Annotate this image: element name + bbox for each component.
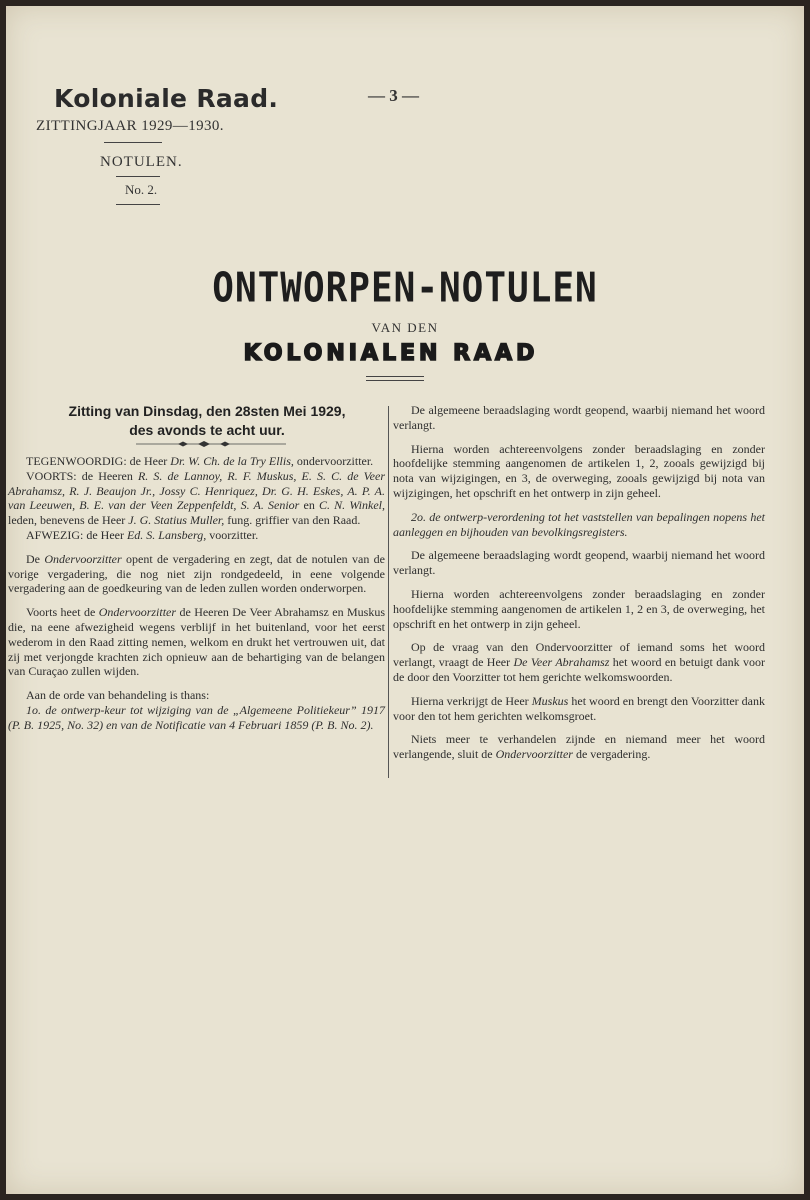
body-paragraph: Voorts heet de Ondervoorzitter de Heeren De Veer Abrahamsz en Muskus die, na eene afwezigheid wegens verblijf in het buitenland, voor het eerst wederom in den Raad zitting nemen, welkom en drukt het vertrouwen uit, dat zij met verjongde krachten zich opnieuw aan de behartiging van de belangen van Curaçao zullen wijden. <box>8 605 386 679</box>
body-paragraph: De Ondervoorzitter opent de vergadering en zegt, dat de notulen van de vorige vergadering, die nog niet zijn rondgedeeld, in eene volgende vergadering aan de goedkeuring van de leden zullen worden onderworpen. <box>8 551 385 596</box>
also-present-paragraph: VOORTS: de Heeren R. S. de Lannoy, R. F. Muskus, E. S. C. de Veer Abrahamsz, R. J. Beaujon Jr., Jossy C. Henriquez, Dr. G. H. Eskes, A. P. A. van Leeuwen, B. E. van der Veen Zeppenfeldt, S. A. Senior en C. N. Winkel, leden, benevens de Heer J. G. Statius Muller, fung. griffier van den Raad. <box>8 468 386 528</box>
session-line-1: Zitting van Dinsdag, den 28sten Mei 1929, <box>68 403 346 419</box>
document-page <box>6 6 804 1194</box>
council-title: Koloniale Raad. <box>54 84 279 113</box>
left-column <box>8 454 385 742</box>
notulen-number: No. 2. <box>125 182 158 197</box>
absent-paragraph: AFWEZIG: de Heer Ed. S. Lansberg, voorzitter. <box>26 527 259 542</box>
header-divider <box>116 176 160 177</box>
masthead-divider <box>366 376 424 377</box>
body-paragraph: De algemeene beraadslaging wordt geopend, waarbij niemand het woord verlangt. <box>393 548 765 578</box>
notulen-label: NOTULEN. <box>100 154 183 170</box>
body-paragraph: Hierna verkrijgt de Heer Muskus het woord en brengt den Voorzitter dank voor den tot hem gerichten welkomsgroet. <box>393 693 765 723</box>
body-paragraph: Hierna worden achtereenvolgens zonder beraadslaging en zonder hoofdelijke stemming aangenomen de artikelen 1, 2 en 3, de overweging, het opschrift en het ontwerp in zijn geheel. <box>393 586 765 631</box>
page-number: — 3 — <box>368 86 419 105</box>
header-divider <box>116 204 160 205</box>
kolonialen-raad-banner <box>146 340 636 366</box>
session-year: ZITTINGJAAR 1929—1930. <box>36 118 224 134</box>
document-title: ONTWORPEN-NOTULEN <box>212 264 598 313</box>
right-column <box>393 403 765 771</box>
body-paragraph: Niets meer te verhandelen zijnde en niemand meer het woord verlangende, sluit de Ondervoorzitter de vergadering. <box>393 732 765 762</box>
body-paragraph: De algemeene beraadslaging wordt geopend, waarbij niemand het woord verlangt. <box>393 403 765 432</box>
body-paragraph: Op de vraag van den Ondervoorzitter of iemand soms het woord verlangt, vraagt de Heer De Veer Abrahamsz het woord en betuigt dank voor de door den Voorzitter tot hem gerichte welkomswoorden. <box>393 640 765 684</box>
column-divider <box>388 406 389 778</box>
session-heading <box>28 402 386 440</box>
body-paragraph: Hierna worden achtereenvolgens zonder beraadslaging en zonder hoofdelijke stemming aangenomen de artikelen 1, 2, zooals gewijzigd bij nota van wijzigingen, en 3, de overweging, zooals gewijzigd bij nota van wijzigingen, het opschrift en het ontwerp in zijn geheel. <box>393 441 765 500</box>
header-divider <box>104 142 162 143</box>
van-den-label: VAN DEN <box>371 320 439 335</box>
agenda-item-2: 2o. de ontwerp-verordening tot het vaststellen van bepalingen nopens het aanleggen en bijhouden van bevolkingsregisters. <box>393 509 765 539</box>
session-line-2: des avonds te acht uur. <box>129 422 285 438</box>
raad-name-text: KOLONIALEN RAAD <box>243 341 539 366</box>
ornament-divider <box>136 440 286 448</box>
present-paragraph: TEGENWOORDIG: de Heer Dr. W. Ch. de la Try Ellis, ondervoorzitter. <box>26 454 374 468</box>
masthead-divider <box>366 380 424 381</box>
body-paragraph: Aan de orde van behandeling is thans: <box>26 688 210 703</box>
agenda-item-1: 1o. de ontwerp-keur tot wijziging van de „Algemeene Politiekeur” 1917 (P. B. 1925, No. 32) en van de Notificatie van 4 Februari 1859 (P. B. No. 2). <box>8 702 385 732</box>
